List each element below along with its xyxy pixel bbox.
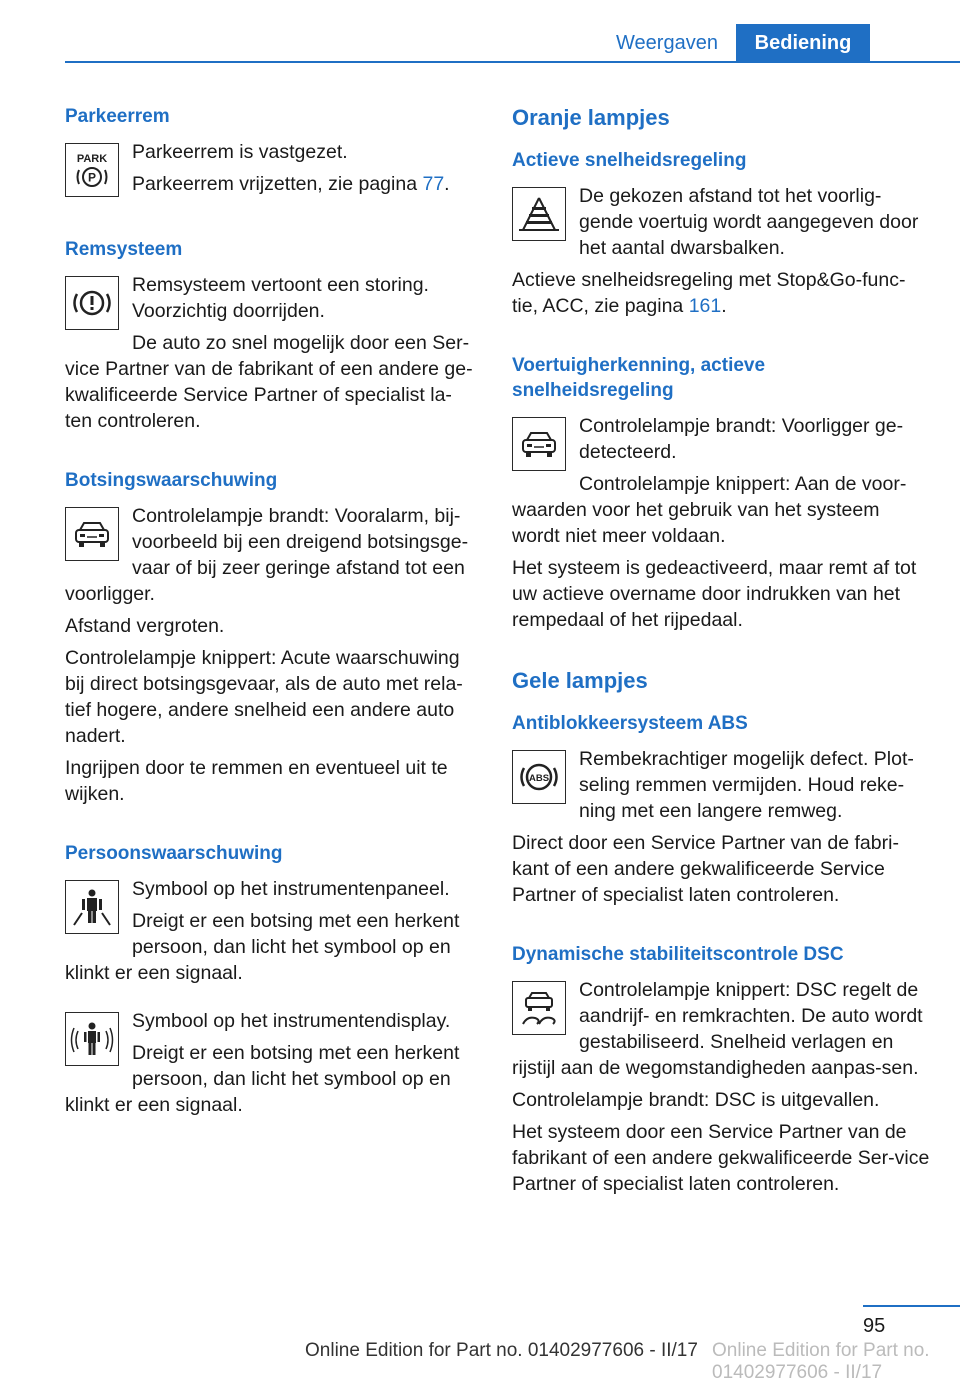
pedestrian-waves-icon — [65, 1012, 119, 1066]
botsing-text-2: Afstand vergroten. — [65, 615, 225, 637]
section-persoonswaarschuwing — [65, 841, 477, 1118]
right-column — [512, 104, 930, 1231]
voertuig-text-3: Het systeem is gedeactiveerd, maar remt af tot uw actieve overname door indrukken van het rempedaal of het rijpedaal. — [512, 557, 917, 631]
parkeerrem-text-1: Parkeerrem is vastgezet. — [132, 141, 348, 163]
heading-botsingswaarschuwing: Botsingswaarschuwing — [65, 470, 278, 491]
header-rule — [65, 61, 960, 63]
dsc-text-2: Controlelampje brandt: DSC is uitgevallen. — [512, 1089, 880, 1111]
cruise-distance-icon — [512, 187, 566, 241]
botsing-text-1: Controlelampje brandt: Vooralarm, bij-voorbeeld bij een dreigend botsingsge-vaar of bij zeer geringe afstand tot een voorligger. — [65, 505, 469, 605]
section-abs — [512, 711, 930, 908]
brake-warning-icon — [65, 276, 119, 330]
dsc-icon — [512, 981, 566, 1035]
heading-remsysteem: Remsysteem — [65, 239, 183, 260]
acc-text-2: Actieve snelheidsregeling met Stop&Go-func-tie, ACC, zie pagina 161. — [512, 269, 906, 317]
heading-gele-lampjes: Gele lampjes — [512, 668, 648, 693]
watermark-text: Online Edition for Part no. 01402977606 - II/17 — [712, 1340, 930, 1383]
edition-text: Online Edition for Part no. 01402977606 - II/17 — [305, 1340, 698, 1361]
heading-oranje-lampjes: Oranje lampjes — [512, 105, 670, 130]
section-remsysteem — [65, 237, 477, 434]
persoon-b-text-2: Dreigt er een botsing met een herkent persoon, dan licht het symbool op en klinkt er een signaal. — [65, 1042, 460, 1116]
abs-icon — [512, 750, 566, 804]
persoon-b-text-1: Symbool op het instrumentendisplay. — [132, 1010, 451, 1032]
svg-text:P: P — [87, 170, 97, 185]
park-brake-icon — [65, 143, 119, 197]
tab-bediening[interactable]: Bediening — [736, 24, 870, 62]
svg-text:ABS: ABS — [528, 773, 550, 784]
remsysteem-text-2: De auto zo snel mogelijk door een Ser-vice Partner van de fabrikant of een andere ge-kwalificeerde Service Partner of specialist la-ten controleren. — [65, 332, 473, 432]
abs-text-1: Rembekrachtiger mogelijk defect. Plot-seling remmen vermijden. Houd reke-ning met een langere remweg. — [579, 748, 914, 822]
voertuig-text-2: Controlelampje knippert: Aan de voor-waarden voor het gebruik van het systeem wordt niet meer voldaan. — [512, 473, 907, 547]
section-actieve-snelheidsregeling — [512, 148, 930, 319]
heading-abs: Antiblokkeersysteem ABS — [512, 713, 748, 734]
page-number: 95 — [863, 1315, 886, 1337]
botsing-text-4: Ingrijpen door te remmen en eventueel uit te wijken. — [65, 757, 448, 805]
persoon-a-text-2: Dreigt er een botsing met een herkent persoon, dan licht het symbool op en klinkt er een signaal. — [65, 910, 460, 984]
pedestrian-icon — [65, 880, 119, 934]
heading-persoonswaarschuwing: Persoonswaarschuwing — [65, 843, 283, 864]
dsc-text-1: Controlelampje knippert: DSC regelt de aandrijf- en remkrachten. De auto wordt gestabiliseerd. Snelheid verlagen en rijstijl aan de wegomstandigheden aanpas-sen. — [512, 979, 923, 1079]
car-front-icon — [65, 507, 119, 561]
heading-voertuigherkenning: Voertuigherkenning, actieve snelheidsregeling — [512, 355, 766, 401]
tab-weergaven[interactable]: Weergaven — [616, 31, 718, 54]
botsing-text-3: Controlelampje knippert: Acute waarschuwing bij direct botsingsgevaar, als de auto met rela-tief hogere, andere snelheid een andere auto nadert. — [65, 647, 463, 747]
car-front-icon — [512, 417, 566, 471]
heading-parkeerrem: Parkeerrem — [65, 106, 170, 127]
parkeerrem-text-2: Parkeerrem vrijzetten, zie pagina 77. — [132, 173, 450, 195]
section-botsingswaarschuwing — [65, 468, 477, 807]
acc-text-1: De gekozen afstand tot het voorlig-gende voertuig wordt aangegeven door het aantal dwarsbalken. — [579, 185, 919, 259]
svg-text:PARK: PARK — [76, 153, 108, 165]
heading-actieve-snelheidsregeling: Actieve snelheidsregeling — [512, 150, 747, 171]
voertuig-text-1: Controlelampje brandt: Voorligger ge-detecteerd. — [579, 415, 904, 463]
persoon-a-text-1: Symbool op het instrumentenpaneel. — [132, 878, 450, 900]
left-column — [65, 104, 477, 1152]
abs-text-2: Direct door een Service Partner van de fabri-kant of een andere gekwalificeerde Service Partner of specialist laten controleren. — [512, 832, 899, 906]
page-link-77[interactable]: 77 — [422, 173, 445, 195]
remsysteem-text-1: Remsysteem vertoont een storing. Voorzichtig doorrijden. — [132, 274, 429, 322]
footer-rule — [863, 1305, 960, 1307]
section-voertuigherkenning — [512, 353, 930, 633]
heading-dsc: Dynamische stabiliteitscontrole DSC — [512, 944, 844, 965]
page-link-161[interactable]: 161 — [688, 295, 722, 317]
dsc-text-3: Het systeem door een Service Partner van de fabrikant of een andere gekwalificeerde Ser-vice Partner of specialist laten controleren. — [512, 1121, 930, 1195]
section-dsc — [512, 942, 930, 1197]
section-parkeerrem — [65, 104, 477, 203]
